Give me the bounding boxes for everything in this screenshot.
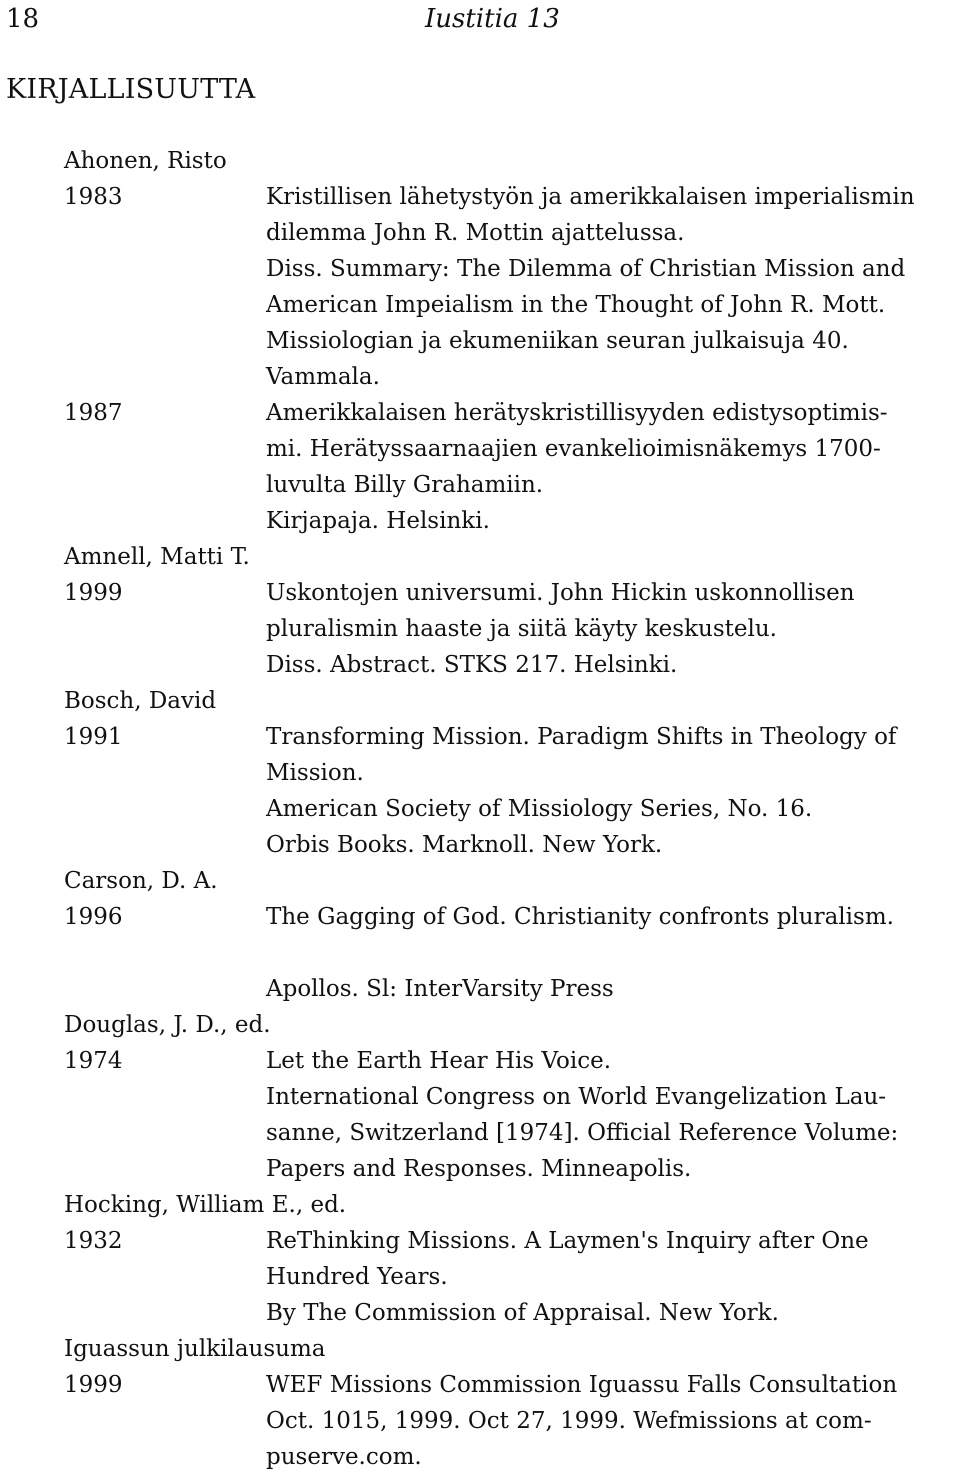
bib-author: Douglas, J. D., ed.: [64, 1012, 271, 1038]
bib-entry-line: By The Commission of Appraisal. New York.: [266, 1300, 779, 1326]
bib-entry-line: luvulta Billy Grahamiin.: [266, 472, 544, 498]
bib-entry-line: Diss. Abstract. STKS 217. Helsinki.: [266, 652, 678, 678]
bib-entry-line: Transforming Mission. Paradigm Shifts in Theology of: [266, 724, 897, 750]
bib-entry-line: Missiologian ja ekumeniikan seuran julkaisuja 40.: [266, 328, 849, 354]
bib-entry-line: Diss. Summary: The Dilemma of Christian Mission and: [266, 256, 906, 282]
bib-entry: [0, 575, 960, 683]
bib-entry-year: 1999: [64, 580, 123, 606]
bib-entry: [0, 719, 960, 863]
bib-entry-year: 1983: [64, 184, 123, 210]
bib-entry-line: mi. Herätyssaarnaajien evankelioimisnäkemys 1700-: [266, 436, 881, 462]
bib-entry-text: [266, 179, 960, 395]
bib-entry-text: [266, 1043, 960, 1187]
bib-entry-line: Mission.: [266, 760, 364, 786]
bib-entry-line: International Congress on World Evangelization Lau-: [266, 1084, 887, 1110]
bib-entry-line: sanne, Switzerland [1974]. Official Reference Volume:: [266, 1120, 899, 1146]
page-number: 18: [6, 4, 40, 34]
bib-entry-line: Amerikkalaisen herätyskristillisyyden edistysoptimis-: [266, 400, 888, 426]
bib-entry-line: The Gagging of God. Christianity confronts pluralism.: [266, 904, 894, 930]
bib-entry: [0, 179, 960, 395]
bib-entry-line: Kirjapaja. Helsinki.: [266, 508, 490, 534]
bib-author: Ahonen, Risto: [64, 148, 227, 174]
bib-entry-line: ReThinking Missions. A Laymen's Inquiry after One: [266, 1228, 869, 1254]
bib-entry-line: Kristillisen lähetystyön ja amerikkalaisen imperialismin: [266, 184, 915, 210]
bib-author: Carson, D. A.: [64, 868, 218, 894]
bib-entry-year: 1999: [64, 1372, 123, 1398]
bib-entry-line: puserve.com.: [266, 1444, 422, 1470]
bib-entry-line: Papers and Responses. Minneapolis.: [266, 1156, 692, 1182]
bib-entry-line: Vammala.: [266, 364, 380, 390]
bib-author: Iguassun julkilausuma: [64, 1336, 326, 1362]
bib-entry: [0, 1223, 960, 1331]
bib-entry-text: [266, 899, 960, 1007]
bib-entry-year: 1996: [64, 904, 123, 930]
bib-author: Bosch, David: [64, 688, 217, 714]
bib-entry-line: Apollos. Sl: InterVarsity Press: [266, 976, 614, 1002]
bib-entry: [0, 1043, 960, 1187]
bib-entry-line: dilemma John R. Mottin ajattelussa.: [266, 220, 685, 246]
bib-entry-text: [266, 575, 960, 683]
bibliography-list: [0, 143, 960, 1475]
section-title: KIRJALLISUUTTA: [6, 74, 256, 105]
bib-entry: [0, 899, 960, 1007]
bib-entry: [0, 395, 960, 539]
bib-entry-line: pluralismin haaste ja siitä käyty keskustelu.: [266, 616, 777, 642]
bib-entry-line: Oct. 1015, 1999. Oct 27, 1999. Wefmissions at com-: [266, 1408, 872, 1434]
bib-entry-line: Orbis Books. Marknoll. New York.: [266, 832, 663, 858]
bib-entry-line: WEF Missions Commission Iguassu Falls Consultation: [266, 1372, 898, 1398]
bib-entry-line: Hundred Years.: [266, 1264, 448, 1290]
bib-entry-year: 1974: [64, 1048, 123, 1074]
bib-entry-year: 1932: [64, 1228, 123, 1254]
bib-entry-year: 1987: [64, 400, 123, 426]
bib-entry-text: [266, 395, 960, 539]
bib-entry-year: 1991: [64, 724, 123, 750]
bib-entry-line: [266, 935, 960, 971]
bib-entry-line: American Impeialism in the Thought of John R. Mott.: [266, 292, 886, 318]
bib-entry-line: Uskontojen universumi. John Hickin uskonnollisen: [266, 580, 855, 606]
bib-entry-line: American Society of Missiology Series, No. 16.: [266, 796, 813, 822]
bib-entry-text: [266, 1223, 960, 1331]
bib-entry-text: [266, 719, 960, 863]
bib-entry-line: Let the Earth Hear His Voice.: [266, 1048, 611, 1074]
bib-author: Amnell, Matti T.: [64, 544, 250, 570]
bib-author: Hocking, William E., ed.: [64, 1192, 347, 1218]
bib-entry-text: [266, 1367, 960, 1475]
bib-entry: [0, 1367, 960, 1475]
running-header: Iustitia 13: [425, 4, 560, 34]
